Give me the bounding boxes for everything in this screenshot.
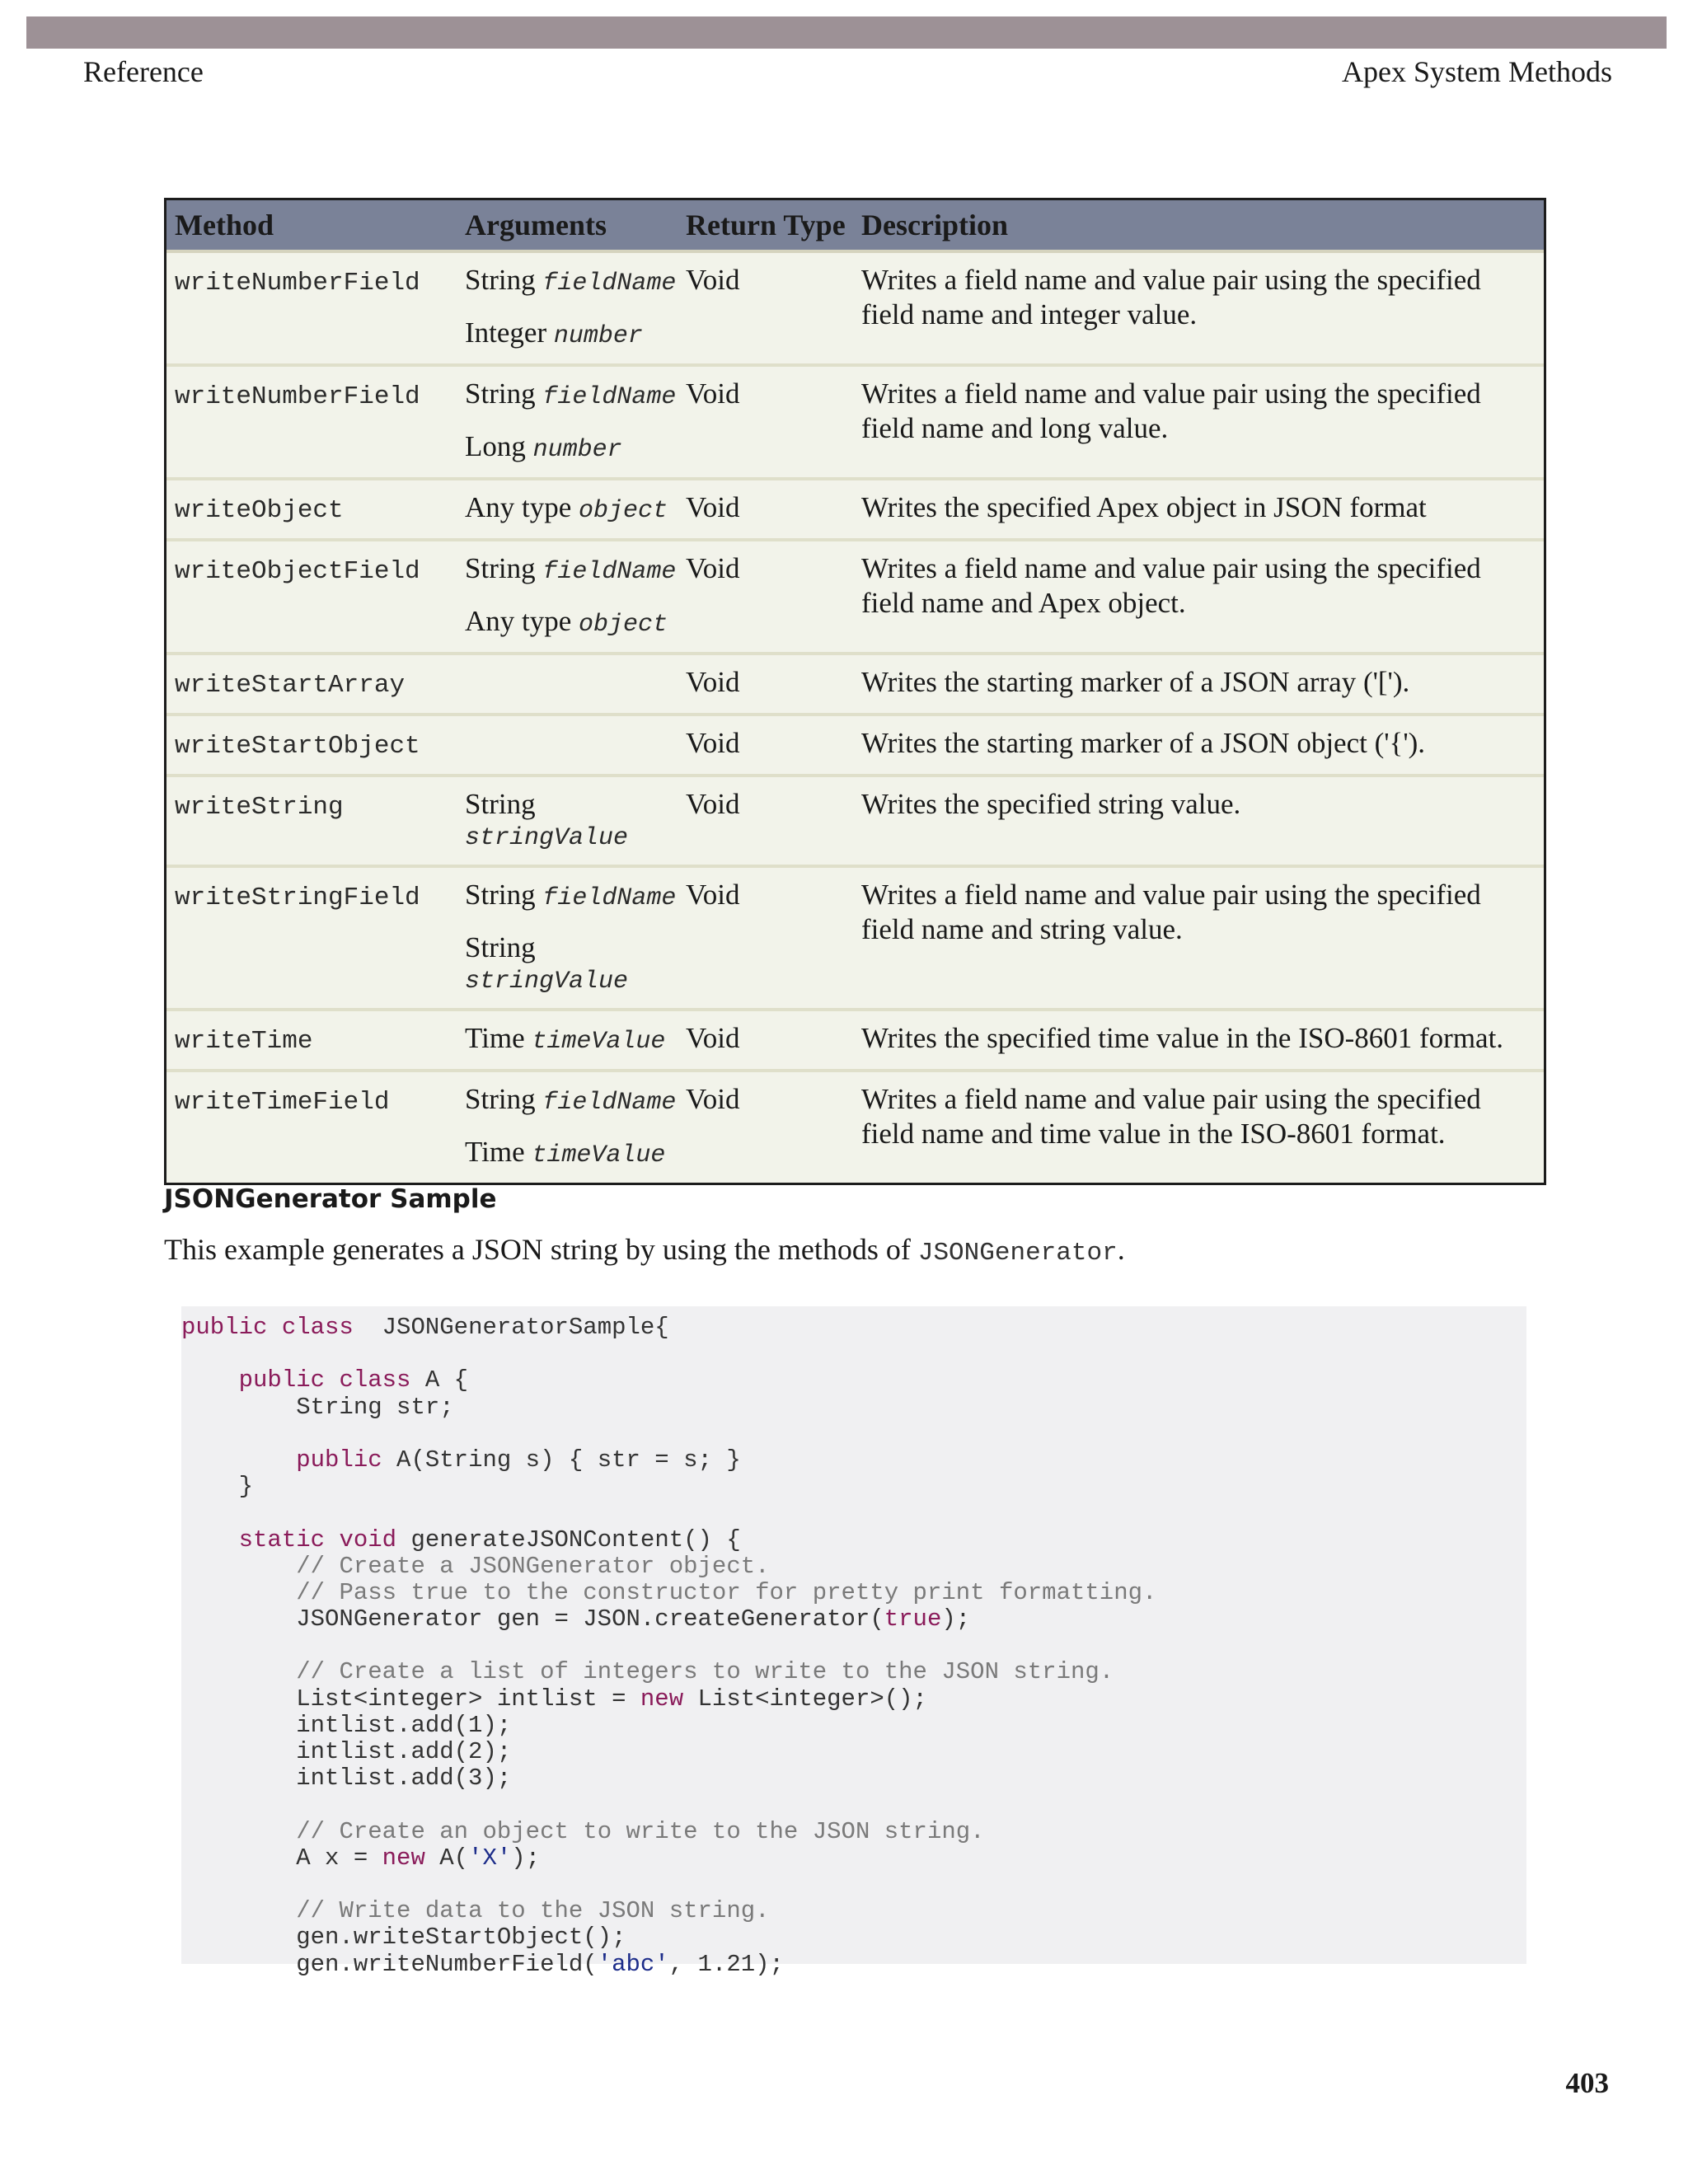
code-token: // Create a list of integers to write to the JSON string. (296, 1658, 1114, 1686)
argument-name: stringValue (465, 824, 629, 852)
description: Writes a field name and value pair using the specified field name and Apex object. (853, 540, 1544, 654)
argument-name: stringValue (465, 968, 629, 996)
code-token: new (640, 1685, 684, 1713)
argument (465, 490, 678, 528)
code-token (181, 1897, 296, 1924)
code-token: // Write data to the JSON string. (296, 1897, 770, 1925)
intro-paragraph (164, 1230, 1125, 1273)
arguments-cell (457, 776, 678, 866)
table-row (166, 479, 1544, 540)
argument-type: Long (465, 430, 526, 462)
return-type: Void (678, 251, 853, 365)
description: Writes a field name and value pair using the specified field name and string value. (853, 866, 1544, 1010)
intro-text: This example generates a JSON string by using the methods of (164, 1233, 918, 1266)
code-token: ); (511, 1844, 541, 1872)
header-bar (26, 16, 1667, 49)
code-token: A( (424, 1844, 469, 1872)
code-token: ); (941, 1605, 971, 1633)
methods-table (164, 198, 1546, 1185)
return-type: Void (678, 1010, 853, 1071)
method-name: writeNumberField (166, 365, 457, 479)
arguments-cell (457, 251, 678, 365)
code-token: A x = (181, 1844, 382, 1872)
code-token: } (181, 1473, 254, 1501)
return-type: Void (678, 715, 853, 776)
argument-name: fieldName (542, 383, 677, 411)
code-token: 'abc' (597, 1950, 669, 1978)
code-line (181, 1527, 1526, 1554)
argument-name: object (579, 611, 668, 639)
code-token: , 1.21); (668, 1950, 784, 1978)
argument-name: fieldName (542, 558, 677, 586)
return-type: Void (678, 540, 853, 654)
code-token: public (296, 1446, 382, 1474)
code-token: List<integer>(); (683, 1685, 927, 1713)
code-token: String str; (181, 1393, 454, 1421)
code-line (181, 1898, 1526, 1924)
description: Writes the specified Apex object in JSON format (853, 479, 1544, 540)
code-line (181, 1580, 1526, 1606)
code-line (181, 1739, 1526, 1765)
code-line (181, 1474, 1526, 1500)
code-line (181, 1367, 1526, 1394)
code-token: public class (181, 1314, 354, 1341)
return-type: Void (678, 365, 853, 479)
argument-name: number (553, 322, 643, 350)
code-token: public class (238, 1366, 411, 1394)
argument-name: fieldName (542, 269, 677, 298)
code-token: JSONGenerator gen = JSON.createGenerator( (181, 1605, 884, 1633)
arguments-cell (457, 365, 678, 479)
argument (465, 930, 678, 998)
code-line (181, 1421, 1526, 1447)
code-token: static void (238, 1526, 397, 1554)
code-token: intlist.add(1); (181, 1711, 512, 1739)
return-type: Void (686, 1083, 740, 1115)
argument-type: String (465, 552, 536, 584)
code-token: // Pass true to the constructor for pretty print formatting. (296, 1578, 1157, 1606)
code-token: gen.writeNumberField( (181, 1950, 598, 1978)
code-line (181, 1792, 1526, 1818)
table-row (166, 1010, 1544, 1071)
code-token: intlist.add(2); (181, 1738, 512, 1765)
code-token (181, 1553, 296, 1580)
argument-type: Time (465, 1022, 525, 1054)
arguments-cell (457, 1071, 678, 1183)
argument (465, 1135, 678, 1173)
table-row (166, 866, 1544, 1010)
intro-text-end: . (1117, 1233, 1125, 1266)
argument (465, 1082, 678, 1120)
header-left: Reference (83, 55, 204, 88)
code-line (181, 1924, 1526, 1951)
method-name: writeNumberField (166, 251, 457, 365)
code-line (181, 1315, 1526, 1341)
code-token (181, 1526, 239, 1554)
argument (465, 1021, 678, 1059)
description: Writes a field name and value pair using the specified field name and long value. (853, 365, 1544, 479)
description: Writes a field name and value pair using the specified field name and integer value. (853, 251, 1544, 365)
argument-type: Any type (465, 605, 572, 637)
method-name: writeObjectField (166, 540, 457, 654)
code-line (181, 1394, 1526, 1421)
code-token: A { (410, 1366, 469, 1394)
code-token: A(String s) { str = s; } (382, 1446, 741, 1474)
argument-name: fieldName (542, 884, 677, 912)
method-name: writeStringField (166, 866, 457, 1010)
code-line (181, 1872, 1526, 1898)
argument (465, 604, 678, 642)
code-line (181, 1606, 1526, 1633)
code-token: intlist.add(3); (181, 1765, 512, 1793)
method-name: writeTime (166, 1010, 457, 1071)
argument-name: object (579, 497, 668, 525)
return-type: Void (678, 776, 853, 866)
argument-type: String (465, 377, 536, 410)
argument-type: Time (465, 1136, 525, 1168)
code-line (181, 1659, 1526, 1685)
return-type: Void (678, 866, 853, 1010)
page-number: 403 (1565, 2067, 1609, 2099)
code-line (181, 1447, 1526, 1474)
return-type: Void (678, 654, 853, 715)
header-right: Apex System Methods (1342, 55, 1612, 88)
code-token: gen.writeStartObject(); (181, 1924, 626, 1952)
code-token (181, 1579, 296, 1606)
code-block (181, 1306, 1526, 1978)
argument (465, 316, 678, 354)
argument-type: String (465, 879, 536, 911)
arguments-cell (457, 654, 678, 715)
code-line (181, 1341, 1526, 1367)
code-line (181, 1686, 1526, 1713)
code-token: 'X' (468, 1844, 512, 1872)
column-header: Return Type (678, 200, 853, 251)
argument (465, 787, 678, 855)
method-name: writeString (166, 776, 457, 866)
intro-code: JSONGenerator (917, 1239, 1118, 1268)
table-row (166, 1071, 1544, 1183)
argument (465, 263, 678, 301)
column-header: Arguments (457, 200, 678, 251)
code-line (181, 1633, 1526, 1659)
code-token: // Create an object to write to the JSON string. (296, 1817, 985, 1845)
description: Writes the starting marker of a JSON array ('['). (853, 654, 1544, 715)
argument (465, 429, 678, 467)
argument-name: fieldName (542, 1089, 677, 1117)
code-token: true (884, 1605, 942, 1633)
method-name: writeTimeField (175, 1088, 390, 1117)
code-token (181, 1658, 296, 1685)
argument-type: Integer (465, 316, 547, 349)
description: Writes the starting marker of a JSON object ('{'). (853, 715, 1544, 776)
code-line (181, 1554, 1526, 1580)
description: Writes a field name and value pair using the specified field name and time value in the ISO-8601 format. (861, 1083, 1481, 1150)
code-token: List<integer> intlist = (181, 1685, 640, 1713)
method-name: writeStartArray (166, 654, 457, 715)
code-token: // Create a JSONGenerator object. (296, 1552, 770, 1580)
description: Writes the specified string value. (853, 776, 1544, 866)
method-name: writeStartObject (166, 715, 457, 776)
argument-type: Any type (465, 491, 572, 523)
argument-type: String (465, 264, 536, 296)
arguments-cell (457, 540, 678, 654)
table-row (166, 715, 1544, 776)
arguments-cell (457, 1010, 678, 1071)
arguments-cell (457, 479, 678, 540)
code-line (181, 1765, 1526, 1792)
code-token: new (382, 1844, 425, 1872)
table-row (166, 540, 1544, 654)
code-line (181, 1500, 1526, 1526)
argument-type: String (465, 931, 536, 963)
table-row (166, 776, 1544, 866)
argument-type: String (465, 1083, 536, 1115)
return-type: Void (678, 479, 853, 540)
arguments-cell (457, 866, 678, 1010)
code-token (181, 1818, 296, 1845)
table-header-row (166, 200, 1544, 251)
code-token: JSONGeneratorSample{ (353, 1314, 669, 1341)
table-row (166, 654, 1544, 715)
method-name: writeObject (166, 479, 457, 540)
column-header: Description (853, 200, 1544, 251)
code-token: generateJSONContent() { (396, 1526, 741, 1554)
table-row (166, 251, 1544, 365)
section-title: JSONGenerator Sample (164, 1184, 497, 1214)
code-line (181, 1952, 1526, 1978)
code-token (181, 1366, 239, 1394)
argument-name: timeValue (532, 1141, 666, 1169)
code-line (181, 1713, 1526, 1739)
code-line (181, 1819, 1526, 1845)
argument (465, 377, 678, 415)
argument-name: timeValue (532, 1028, 666, 1056)
argument (465, 878, 678, 916)
code-token (181, 1446, 296, 1474)
arguments-cell (457, 715, 678, 776)
argument (465, 551, 678, 589)
column-header: Method (166, 200, 457, 251)
table-row (166, 365, 1544, 479)
description: Writes the specified time value in the ISO-8601 format. (853, 1010, 1544, 1071)
argument-name: number (532, 436, 622, 464)
argument-type: String (465, 788, 536, 820)
code-line (181, 1845, 1526, 1872)
